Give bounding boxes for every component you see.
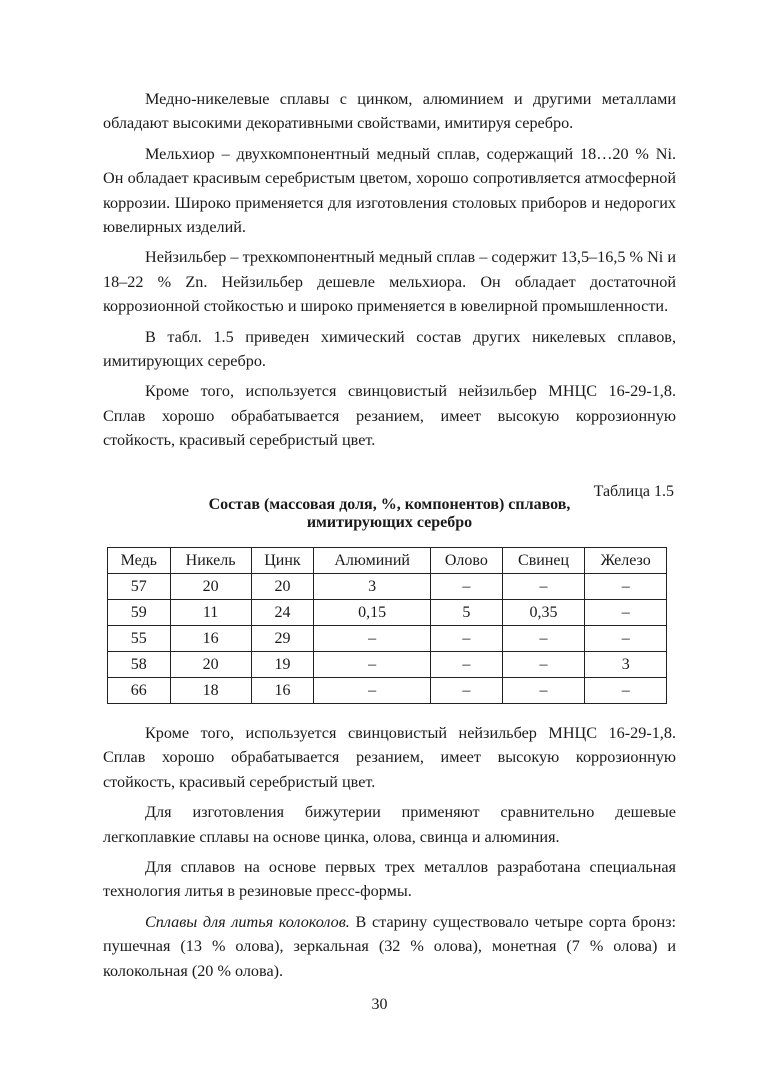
cell: – xyxy=(314,626,431,652)
paragraph: Кроме того, используется свинцовистый нейзильбер МНЦС 16-29-1,8. Сплав хорошо обрабатывается резанием, имеет высокую коррозионную стойкость, красивый серебристый цвет. xyxy=(103,724,676,791)
paragraph-text: В старину существовало четыре сорта бронз: пушечная (13 % олова), зеркальная (32 % олова), монетная (7 % олова) и колокольная (20 % олова). xyxy=(103,912,676,980)
header-cell: Алюминий xyxy=(314,548,431,574)
header-cell: Никель xyxy=(170,548,251,574)
paragraph: Мельхиор – двухкомпонентный медный сплав, содержащий 18…20 % Ni. Он обладает красивым серебристым цветом, хорошо сопротивляется атмосферной коррозии. Широко применяется для изготовления столовых приборов и недорогих ювелирных изделий. xyxy=(103,144,676,237)
paragraph: Медно-никелевые сплавы с цинком, алюминием и другими металлами обладают высокими декоративными свойствами, имитируя серебро. xyxy=(103,90,676,133)
table-row xyxy=(108,678,667,704)
table-row xyxy=(108,574,667,600)
cell: – xyxy=(431,626,503,652)
header-cell: Железо xyxy=(585,548,667,574)
cell: – xyxy=(502,678,585,704)
cell: – xyxy=(502,652,585,678)
body-text-top xyxy=(103,87,676,453)
cell: – xyxy=(431,678,503,704)
table-title-line: Состав (массовая доля, %, компонентов) сплавов, xyxy=(208,496,571,513)
page-number: 30 xyxy=(371,996,388,1013)
table-row xyxy=(108,600,667,626)
cell: 3 xyxy=(314,574,431,600)
cell: 0,35 xyxy=(502,600,585,626)
table-header-row xyxy=(108,548,667,574)
table-row xyxy=(108,626,667,652)
paragraph xyxy=(103,910,676,983)
paragraph: Для изготовления бижутерии применяют сравнительно дешевые легкоплавкие сплавы на основе цинка, олова, свинца и алюминия. xyxy=(103,803,676,846)
table-row xyxy=(108,652,667,678)
cell: 59 xyxy=(108,600,171,626)
paragraph: В табл. 1.5 приведен химический состав других никелевых сплавов, имитирующих серебро. xyxy=(103,327,676,371)
cell: – xyxy=(585,600,667,626)
italic-lead: Сплавы для литья колоколов. xyxy=(145,912,350,931)
paragraph: Для сплавов на основе первых трех металлов разработана специальная технология литья в резиновые пресс-формы. xyxy=(103,858,676,901)
table-title xyxy=(103,496,676,532)
header-cell: Олово xyxy=(431,548,503,574)
cell: 16 xyxy=(170,626,251,652)
cell: – xyxy=(502,626,585,652)
body-text-bottom xyxy=(103,721,676,983)
table-title-line: имитирующих серебро xyxy=(306,514,473,531)
paragraph: Кроме того, используется свинцовистый нейзильбер МНЦС 16-29-1,8. Сплав хорошо обрабатывается резанием, имеет высокую коррозионную стойкость, красивый серебристый цвет. xyxy=(103,382,676,450)
cell: 58 xyxy=(108,652,171,678)
cell: 55 xyxy=(108,626,171,652)
cell: – xyxy=(314,678,431,704)
cell: – xyxy=(585,626,667,652)
cell: 19 xyxy=(251,652,314,678)
cell: – xyxy=(314,652,431,678)
cell: – xyxy=(585,678,667,704)
cell: 57 xyxy=(108,574,171,600)
cell: 20 xyxy=(251,574,314,600)
header-cell: Медь xyxy=(108,548,171,574)
cell: 11 xyxy=(170,600,251,626)
composition-table xyxy=(107,547,667,704)
cell: 3 xyxy=(585,652,667,678)
header-cell: Цинк xyxy=(251,548,314,574)
cell: 18 xyxy=(170,678,251,704)
cell: 20 xyxy=(170,574,251,600)
header-cell: Свинец xyxy=(502,548,585,574)
paragraph: Нейзильбер – трехкомпонентный медный сплав – содержит 13,5–16,5 % Ni и 18–22 % Zn. Нейзильбер дешевле мельхиора. Он обладает достаточной коррозионной стойкостью и широко применяется в ювелирной промышленности. xyxy=(103,248,676,316)
cell: – xyxy=(431,574,503,600)
cell: 24 xyxy=(251,600,314,626)
cell: – xyxy=(585,574,667,600)
cell: 5 xyxy=(431,600,503,626)
cell: – xyxy=(502,574,585,600)
table-label: Таблица 1.5 xyxy=(593,483,674,500)
cell: 29 xyxy=(251,626,314,652)
cell: 20 xyxy=(170,652,251,678)
cell: 0,15 xyxy=(314,600,431,626)
cell: – xyxy=(431,652,503,678)
cell: 16 xyxy=(251,678,314,704)
cell: 66 xyxy=(108,678,171,704)
